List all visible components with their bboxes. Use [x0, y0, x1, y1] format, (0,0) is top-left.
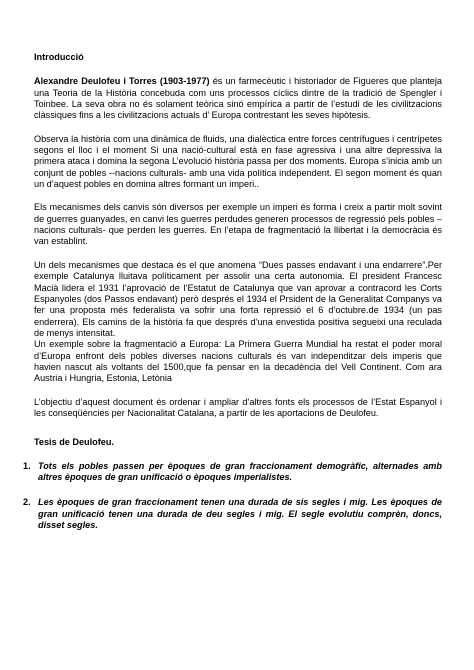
body-paragraph-objective: L’objectiu d’aquest document és ordenar i ampliar d’altres fonts els processos de l’Estat Espanyol i les conseqüències per Nacionalitat Catalana, a partir de les aportacions de Deulofeu.: [34, 396, 442, 418]
thesis-text: Les èpoques de gran fraccionament tenen una durada de sis segles i mig. Les èpoques de gran unificació tenen una durada de deu segles i mig. El segle evolutiu comprèn, doncs, disset segles.: [38, 497, 442, 530]
tesis-heading: Tesis de Deulofeu.: [34, 437, 114, 448]
intro-text: és un farmecèutic i historiador de Figueres que planteja una Teoria de la Història concebuda com uns processos cíclics dintre de la tradició de Spengler i Toinbee. La seva obra no és solament teòrica sinó empírica a partir de l’estudi de les civilitzacions clàssiques fins a les civilitzacions actuals d’ Europa contrestant les seves hipòtesis.: [34, 76, 442, 121]
list-item: [23, 461, 442, 484]
body-paragraph-two-steps: Un dels mecanismes que destaca és el que anomena “Dues passes endavant i una endarrere”.Per exemple Catalunya lluitava políticament per assolir una certa autonomia. El president Francesc Macià lidera el 1931 l’aprovació de l’Estatut de Catalunya que van aprovar a contracord les Corts Espanyoles (dos Passos endavant) però després el 1934 el Prsident de la Generalitat Companys va fer una proposta més federalista va sofrir una forta repressió el 6 d’octubre.de 1934 (un pas enderrera). Els camins de la història fa que després d’una envestida positiva segueixi una reculada de menys intensitat.: [34, 259, 442, 338]
intro-paragraph: [34, 76, 442, 121]
thesis-number: 2.: [23, 497, 31, 508]
document-page: [23, 52, 442, 545]
thesis-number: 1.: [23, 460, 31, 471]
theses-list: [23, 460, 442, 532]
body-paragraph-fragmentation: Un exemple sobre la fragmentació a Europa: La Primera Guerra Mundial ha restat el poder moral d’Europa enfront dels pobles diverses nacions culturals és van independitzar dels imperis que havien nascut als voltants del 1500,que fa pensar en la decadència del Vell Continent. Com ara Austria i Hungria, Estonia, Letònia: [34, 339, 442, 384]
author-name: Alexandre Deulofeu i Torres (1903-1977): [34, 76, 210, 87]
body-paragraph-mechanisms: Els mecanismes dels canvis són diversos per exemple un imperi és forma i creix a partir molt sovint de guerres guanyades, en canvi les guerres perdudes generen processos de regressió pels pobles –nacions culturals- que perden les guerres. En l’etapa de fragmentació la llibertat i la democràcia és van establint.: [34, 202, 442, 247]
list-item: [23, 497, 442, 531]
thesis-text: Tots els pobles passen per èpoques de gran fraccionament demogràfic, alternades amb altres èpoques de gran unificació o èpoques imperialistes.: [38, 460, 442, 482]
body-paragraph-history: Observa la història com una dinàmica de fluids, una dialèctica entre forces centrífugues i centrípetes segons el lloc i el moment Si una nació-cultural està en fase agressiva i una altre depressiva la primera ataca i domina la segona L’evolució història passa per dos moments. Europa s’inicia amb un conjunt de pobles --nacions culturals- amb una vida política independent. El segon moment és quan un d’aquest pobles en domina altres formant un imperi..: [34, 133, 442, 190]
section-heading: Introducció: [34, 52, 84, 62]
